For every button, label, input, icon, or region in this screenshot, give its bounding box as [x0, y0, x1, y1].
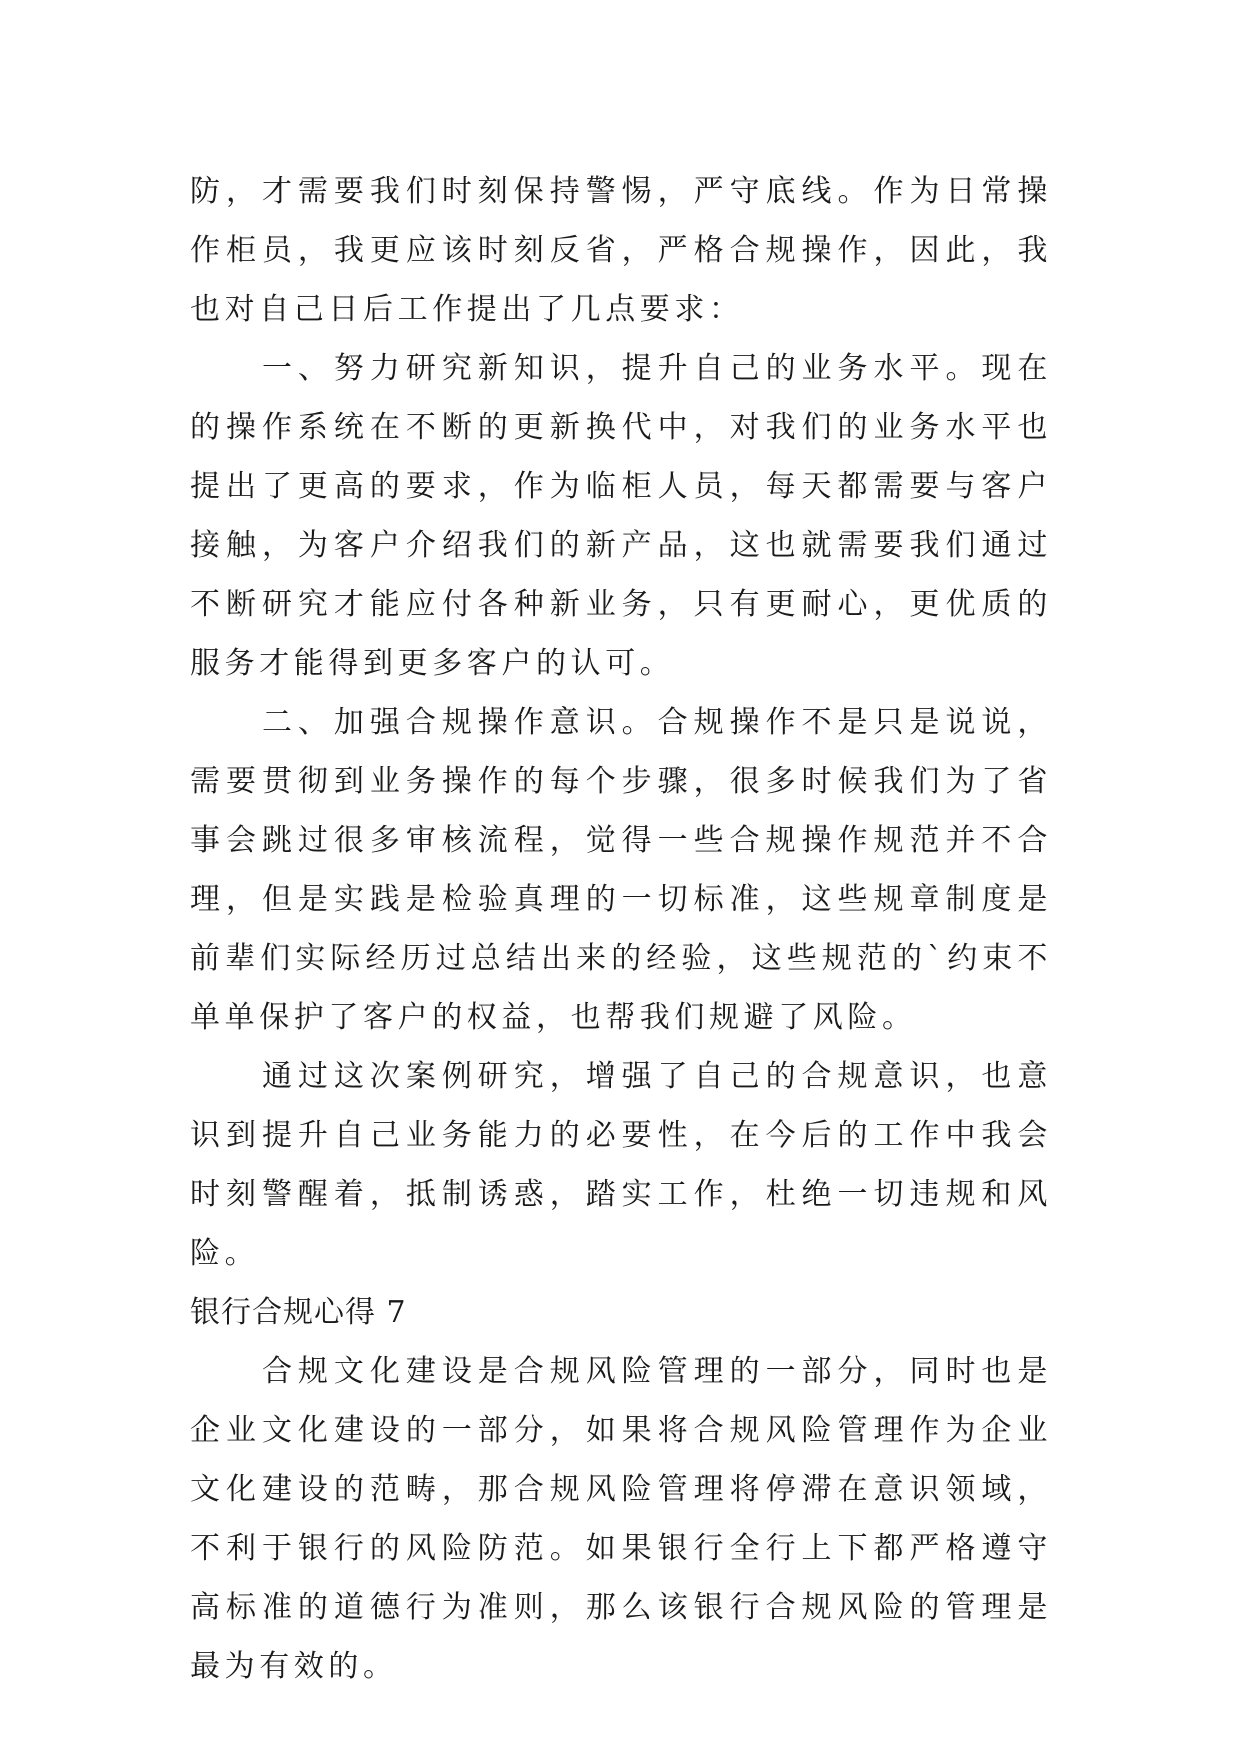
paragraph-point-one: 一、努力研究新知识，提升自己的业务水平。现在的操作系统在不断的更新换代中，对我们的业务水平也提出了更高的要求，作为临柜人员，每天都需要与客户接触，为客户介绍我们的新产品，这也就需要我们通过不断研究才能应付各种新业务，只有更耐心，更优质的服务才能得到更多客户的认可。 [190, 351, 1052, 681]
paragraph-point-two: 二、加强合规操作意识。合规操作不是只是说说，需要贯彻到业务操作的每个步骤，很多时候我们为了省事会跳过很多审核流程，觉得一些合规操作规范并不合理，但是实践是检验真理的一切标准，这些规章制度是前辈们实际经历过总结出来的经验，这些规范的`约束不单单保护了客户的权益，也帮我们规避了风险。 [190, 705, 1052, 1035]
section-title: 银行合规心得 7 [190, 1295, 407, 1330]
paragraph-continuation: 防，才需要我们时刻保持警惕，严守底线。作为日常操作柜员，我更应该时刻反省，严格合规操作，因此，我也对自己日后工作提出了几点要求： [190, 174, 1052, 327]
document-body [190, 162, 1052, 1696]
paragraph-conclusion: 通过这次案例研究，增强了自己的合规意识，也意识到提升自己业务能力的必要性，在今后的工作中我会时刻警醒着，抵制诱惑，踏实工作，杜绝一切违规和风险。 [190, 1059, 1052, 1271]
section-paragraph: 合规文化建设是合规风险管理的一部分，同时也是企业文化建设的一部分，如果将合规风险管理作为企业文化建设的范畴，那合规风险管理将停滞在意识领域，不利于银行的风险防范。如果银行全行上下都严格遵守高标准的道德行为准则，那么该银行合规风险的管理是最为有效的。 [190, 1354, 1052, 1684]
